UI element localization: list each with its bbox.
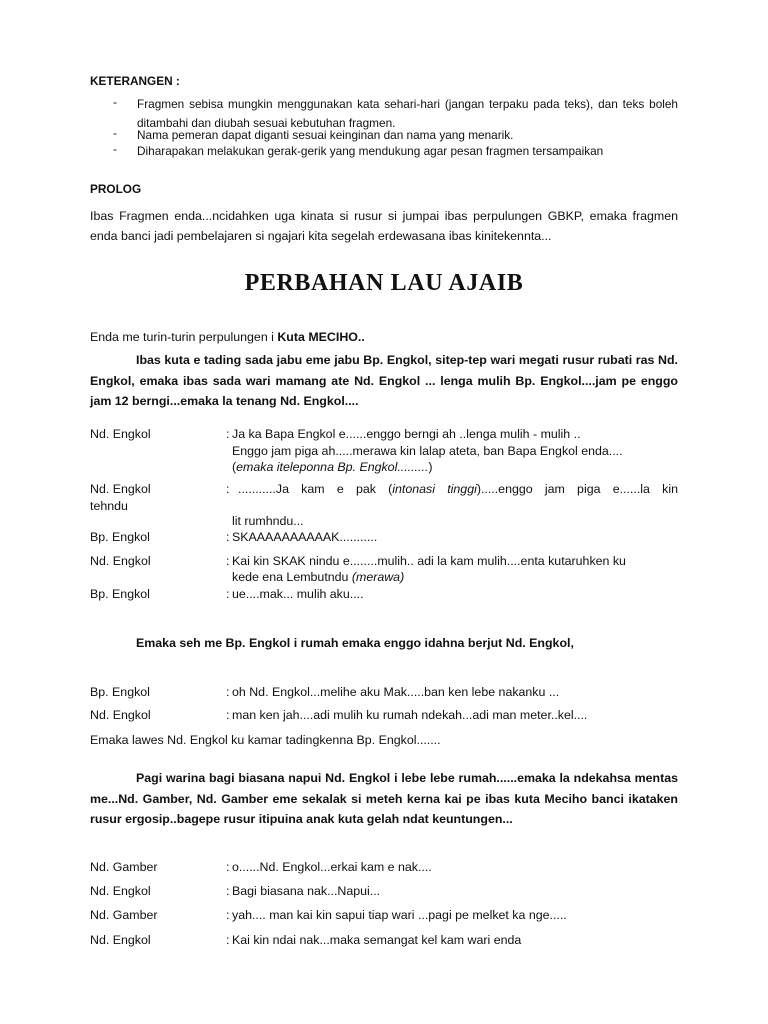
line-4b-text: kede ena Lembutndu xyxy=(232,570,352,584)
line-2b: lit rumhndu... xyxy=(232,514,304,528)
prolog-text: Ibas Fragmen enda...ncidahken uga kinata si rusur si jumpai ibas perpulungen GBKP, emaka fragmen enda banci jadi pembelajaren si ngajari kita segelah erdewasana ibas kinitekennta... xyxy=(90,209,678,243)
colon-4: : xyxy=(226,554,230,568)
speaker-6: Bp. Engkol xyxy=(90,685,150,699)
intro-place: Kuta MECIHO.. xyxy=(277,330,365,344)
colon-11: : xyxy=(226,933,230,947)
speaker-8: Nd. Gamber xyxy=(90,860,158,874)
bullet-2: - xyxy=(113,126,117,140)
intro-line xyxy=(90,328,678,347)
prolog-heading: PROLOG xyxy=(90,182,142,196)
speaker-3: Bp. Engkol xyxy=(90,530,150,544)
line-1c: emaka iteleponna Bp. Engkol......... xyxy=(236,460,429,474)
line-6: oh Nd. Engkol...melihe aku Mak.....ban ken lebe nakanku ... xyxy=(232,685,560,699)
notes-heading: KETERANGEN : xyxy=(90,74,180,88)
colon-9: : xyxy=(226,884,230,898)
line-5: ue....mak... mulih aku.... xyxy=(232,587,364,601)
line-8: o......Nd. Engkol...erkai kam e nak.... xyxy=(232,860,432,874)
line-1b: Enggo jam piga ah.....merawa kin lalap ateta, ban Bapa Engkol enda.... xyxy=(232,444,623,458)
speaker-7: Nd. Engkol xyxy=(90,708,151,722)
intro-paragraph: Ibas kuta e tading sada jabu eme jabu Bp. Engkol, sitep-tep wari megati rusur rubati ras Nd. Engkol, emaka ibas sada wari mamang ate Nd. Engkol ... lenga mulih Bp. Engkol....jam pe enggo jam 12 berngi...emaka la tenang Nd. Engkol.... xyxy=(90,353,678,408)
narration-1: Emaka seh me Bp. Engkol i rumah emaka enggo idahna berjut Nd. Engkol, xyxy=(136,636,574,650)
line-1c-wrap: (emaka iteleponna Bp. Engkol.........) xyxy=(232,460,433,474)
colon-6: : xyxy=(226,685,230,699)
colon-2: : xyxy=(226,482,230,496)
speaker-4: Nd. Engkol xyxy=(90,554,151,568)
speaker-5: Bp. Engkol xyxy=(90,587,150,601)
line-3: SKAAAAAAAAAAK........... xyxy=(232,530,378,544)
page-title: PERBAHAN LAU AJAIB xyxy=(244,270,524,296)
colon-1: : xyxy=(226,427,230,441)
colon-8: : xyxy=(226,860,230,874)
line-7: man ken jah....adi mulih ku rumah ndekah...adi man meter..kel.... xyxy=(232,708,588,722)
intro-lead: Enda me turin-turin perpulungen i xyxy=(90,330,278,344)
line-2a xyxy=(238,480,678,499)
colon-5: : xyxy=(226,587,230,601)
colon-10: : xyxy=(226,908,230,922)
bullet-3: - xyxy=(113,142,117,156)
note-item-1: Fragmen sebisa mungkin menggunakan kata sehari-hari (jangan terpaku pada teks), dan teks boleh ditambahi dan diubah sesuai kebutuhan fragmen. xyxy=(137,97,678,130)
note-item-3: Diharapakan melakukan gerak-gerik yang mendukung agar pesan fragmen tersampaikan xyxy=(137,144,604,158)
line-4b-italic: (merawa) xyxy=(351,570,405,584)
speaker-9: Nd. Engkol xyxy=(90,884,151,898)
line-2a-italic: intonasi tinggi xyxy=(392,482,477,496)
colon-3: : xyxy=(226,530,230,544)
speaker-2-overflow: tehndu xyxy=(90,499,128,513)
narration-3: Pagi warina bagi biasana napui Nd. Engkol i lebe lebe rumah......emaka la ndekahsa mentas me...Nd. Gamber, Nd. Gamber eme sekalak si meteh kerna kai pe ibas kuta Meciho banci ikataken rusur ergosip..bagepe rusur itipuina anak kuta gelah ndat keuntungen... xyxy=(90,771,678,826)
line-9: Bagi biasana nak...Napui... xyxy=(232,884,381,898)
line-1a: Ja ka Bapa Engkol e......enggo berngi ah ..lenga mulih - mulih .. xyxy=(232,427,581,441)
speaker-10: Nd. Gamber xyxy=(90,908,158,922)
line-2a-start: ...........Ja kam e pak ( xyxy=(238,482,393,496)
colon-7: : xyxy=(226,708,230,722)
line-2a-end: ).....enggo jam piga e......la kin xyxy=(476,482,678,496)
bullet-1: - xyxy=(113,95,117,109)
speaker-1: Nd. Engkol xyxy=(90,427,151,441)
note-item-2: Nama pemeran dapat diganti sesuai keinginan dan nama yang menarik. xyxy=(137,128,514,142)
speaker-11: Nd. Engkol xyxy=(90,933,151,947)
line-10: yah.... man kai kin sapui tiap wari ...pagi pe melket ka nge..... xyxy=(232,908,567,922)
line-4a: Kai kin SKAK nindu e........mulih.. adi la kam mulih....enta kutaruhken ku xyxy=(232,554,626,568)
narration-2: Emaka lawes Nd. Engkol ku kamar tadingkenna Bp. Engkol....... xyxy=(90,733,441,747)
line-11: Kai kin ndai nak...maka semangat kel kam wari enda xyxy=(232,933,522,947)
speaker-2: Nd. Engkol xyxy=(90,482,151,496)
